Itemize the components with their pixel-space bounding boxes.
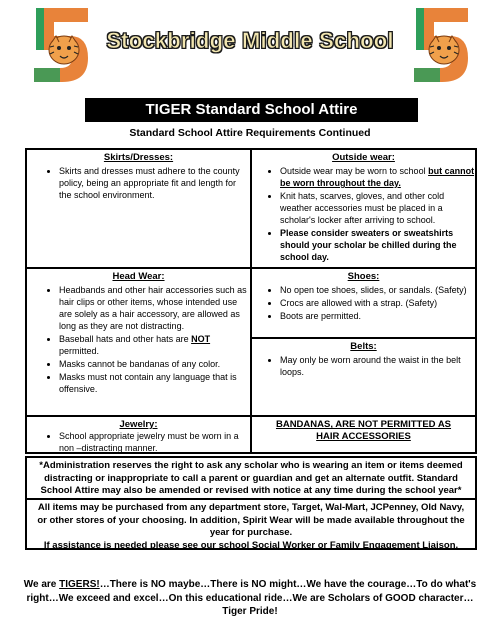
assistance-text: If assistance is needed please see our school Social Worker or Family Engagement Liaison. [43,539,459,551]
pledge-tigers: TIGERS! [59,579,100,590]
pledge-lead: We are [23,579,60,590]
belts-item-1: • May only be worn around the waist in the belt loops. [280,354,475,378]
tiger-logo-right [410,6,470,84]
pledge-text: …There is NO maybe…There is NO might…We have the courage…To do what's right…We exceed and excel…On this educational ride…We are Scholars of GOOD character…Tiger Pride! [26,579,477,617]
skirts-title: Skirts/Dresses: [103,152,174,163]
skirts-section [27,150,252,269]
outside-item-1 [280,165,475,189]
outside-item-2: • Knit hats, scarves, gloves, and other cold weather accessories must be placed in a scholar's locker after arriving to school. [280,190,475,226]
jewelry-item-1: • School appropriate jewelry must be worn in a non –distracting manner. [59,430,250,454]
bandanas-section [252,417,475,452]
shoes-item-3: • Boots are permitted. [280,310,475,322]
jewelry-section [27,417,252,452]
tiger-pledge [15,578,485,619]
head-item-4: • Masks must not contain any language that is offensive. [59,371,250,395]
head-wear-title: Head Wear: [112,271,165,282]
shoes-section [252,269,475,339]
outside-wear-section [252,150,475,269]
tiger-logo-left [30,6,90,84]
school-name: Stockbridge Middle School [106,28,394,53]
shoes-item-1: • No open toe shoes, slides, or sandals. (Safety) [280,284,475,296]
skirts-item: • Skirts and dresses must adhere to the county policy, being an appropriate fit and length for the school environment. [59,165,250,201]
page-subtitle: Standard School Attire Requirements Continued [129,127,371,139]
shoes-title: Shoes: [347,271,380,282]
jewelry-title: Jewelry: [119,419,158,430]
belts-section [252,339,475,417]
outside-item-3: • Please consider sweaters or sweatshirts should your scholar be chilled during the school day. [280,227,475,263]
attire-table [25,148,477,454]
bandanas-notice: BANDANAS, ARE NOT PERMITTED AS HAIR ACCESSORIES [275,419,452,442]
head-item-1: • Headbands and other hair accessories such as hair clips or other items, whose intended use are solely as a hair accessory, are allowed as long as they are not distracting. [59,284,250,332]
administration-notice-text: *Administration reserves the right to ask any scholar who is wearing an item or items deemed distracting or inappropriate to call a parent or guardian and get an alternate outfit. Standard School Attire may also be amended or revised with notice at any time during the school year* [39,460,463,496]
shoes-item-2: • Crocs are allowed with a strap. (Safety) [280,297,475,309]
outside-item-1-text: Outside wear may be worn to school [280,166,429,176]
outside-wear-title: Outside wear: [332,152,395,163]
head-item-2-not: NOT [191,334,211,344]
head-item-2-tail: permitted. [59,346,100,356]
purchase-text: All items may be purchased from any department store, Target, Wal-Mart, JCPenney, Old Navy, or other stores of your choosing. In addition, Spirit Wear will be made available throughout the year for purchase. [37,502,465,538]
belts-title: Belts: [350,341,377,352]
head-item-2 [59,333,250,357]
page-banner: TIGER Standard School Attire [85,98,418,122]
outside-item-1-emphasis: but cannot be worn throughout the day. [280,166,475,188]
administration-notice [25,456,477,500]
head-wear-section [27,269,252,417]
head-item-3: • Masks cannot be bandanas of any color. [59,358,250,370]
head-item-2-text: Baseball hats and other hats are [59,334,192,344]
purchase-info [25,500,477,550]
